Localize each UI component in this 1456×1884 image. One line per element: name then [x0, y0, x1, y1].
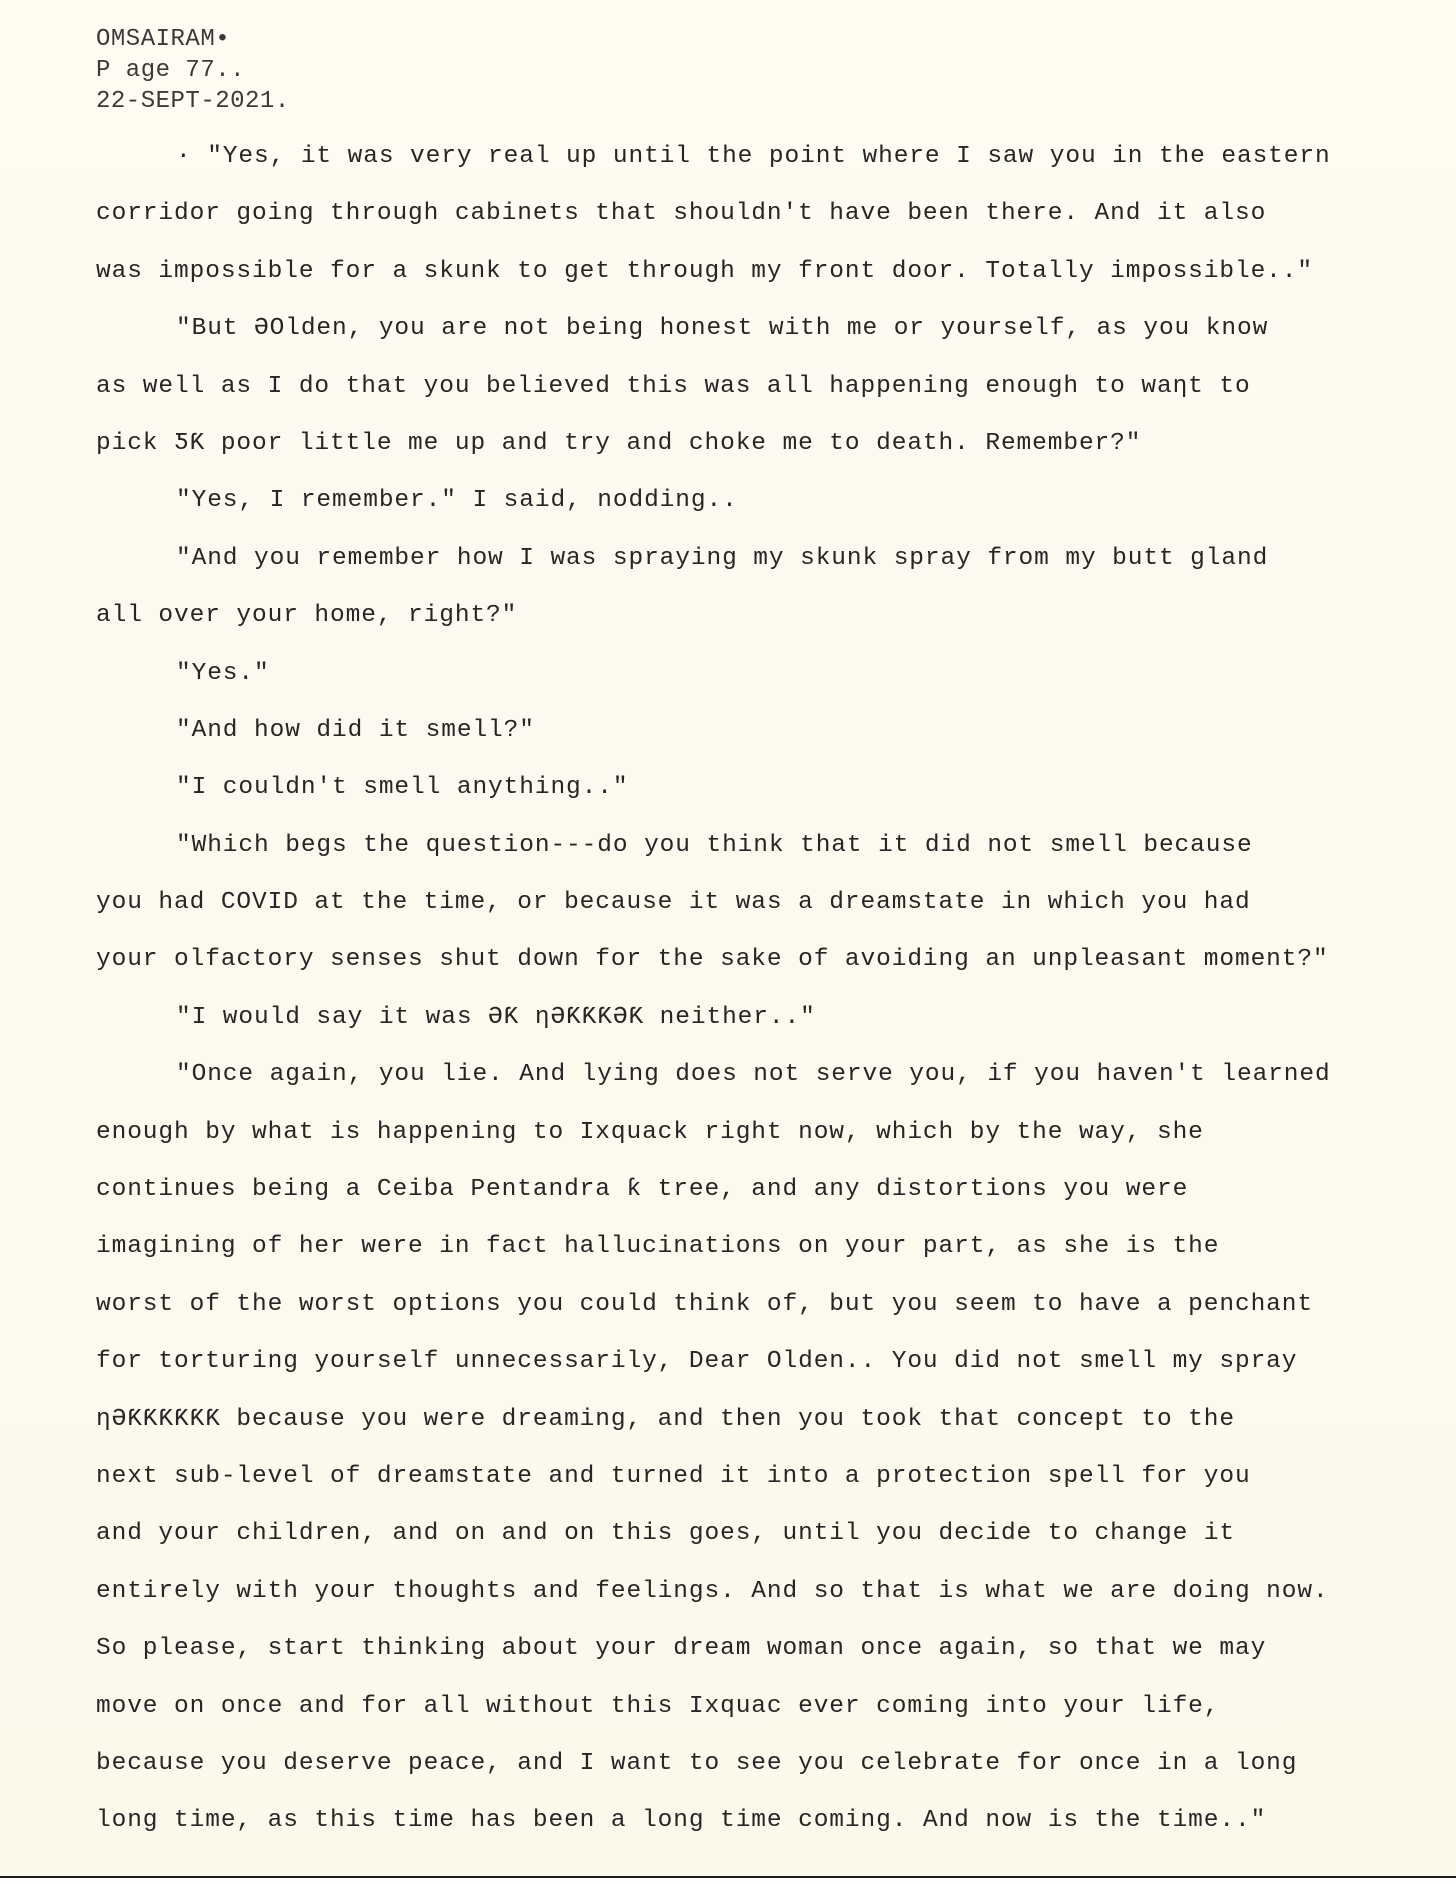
text-line: corridor going through cabinets that shouldn't have been there. And it also [96, 200, 1267, 228]
text-line: So please, start thinking about your dream woman once again, so that we may [96, 1635, 1267, 1663]
text-line: move on once and for all without this Ixquac ever coming into your life, [96, 1692, 1220, 1720]
body-text [96, 128, 1436, 1850]
text-line: "But ƏOlden, you are not being honest with me or yourself, as you know [176, 315, 1269, 343]
text-line: worst of the worst options you could think of, but you seem to have a penchant [96, 1290, 1313, 1318]
text-line: your olfactory senses shut down for the sake of avoiding an unpleasant moment?" [96, 946, 1329, 974]
text-line: was impossible for a skunk to get through my front door. Totally impossible.." [96, 257, 1313, 285]
text-line: next sub-level of dreamstate and turned it into a protection spell for you [96, 1462, 1251, 1490]
text-line: enough by what is happening to Ixquack right now, which by the way, she [96, 1118, 1204, 1146]
text-line: "Yes." [176, 659, 270, 687]
header-date: 22-SEPT-2021. [96, 88, 290, 115]
page-header [96, 24, 290, 117]
text-line: you had COVID at the time, or because it was a dreamstate in which you had [96, 889, 1251, 917]
text-line: "Once again, you lie. And lying does not serve you, if you haven't learned [176, 1061, 1331, 1089]
text-line: "I would say it was ƏƘ ƞƏƘƘƘƏƘ neither.." [176, 1003, 816, 1031]
text-line: "I couldn't smell anything.." [176, 774, 629, 802]
text-line: imagining of her were in fact hallucinations on your part, as she is the [96, 1233, 1220, 1261]
text-line: because you deserve peace, and I want to see you celebrate for once in a long [96, 1749, 1298, 1777]
text-line: and your children, and on and on this goes, until you decide to change it [96, 1520, 1235, 1548]
header-page-number: P age 77.. [96, 57, 246, 84]
text-line: for torturing yourself unnecessarily, Dear Olden.. You did not smell my spray [96, 1348, 1298, 1376]
text-line: entirely with your thoughts and feelings. And so that is what we are doing now. [96, 1577, 1329, 1605]
text-line: long time, as this time has been a long time coming. And now is the time.." [96, 1807, 1267, 1835]
text-line: pick ƼƘ poor little me up and try and choke me to death. Remember?" [96, 429, 1142, 457]
text-line: "And how did it smell?" [176, 716, 535, 744]
text-line: ƞƏƘƘƘƘƘƘ because you were dreaming, and then you took that concept to the [96, 1405, 1235, 1433]
text-line: "Which begs the question---do you think that it did not smell because [176, 831, 1253, 859]
text-line: · "Yes, it was very real up until the point where I saw you in the eastern [176, 143, 1331, 170]
text-line: "And you remember how I was spraying my skunk spray from my butt gland [176, 544, 1269, 572]
text-line: all over your home, right?" [96, 602, 518, 630]
text-line: as well as I do that you believed this was all happening enough to waƞt to [96, 372, 1251, 400]
header-title: OMSAIRAM• [96, 26, 231, 53]
text-line: "Yes, I remember." I said, nodding.. [176, 487, 738, 515]
text-line: continues being a Ceiba Pentandra ƙ tree, and any distortions you were [96, 1176, 1189, 1204]
page-bottom-margin [0, 1878, 1456, 1884]
